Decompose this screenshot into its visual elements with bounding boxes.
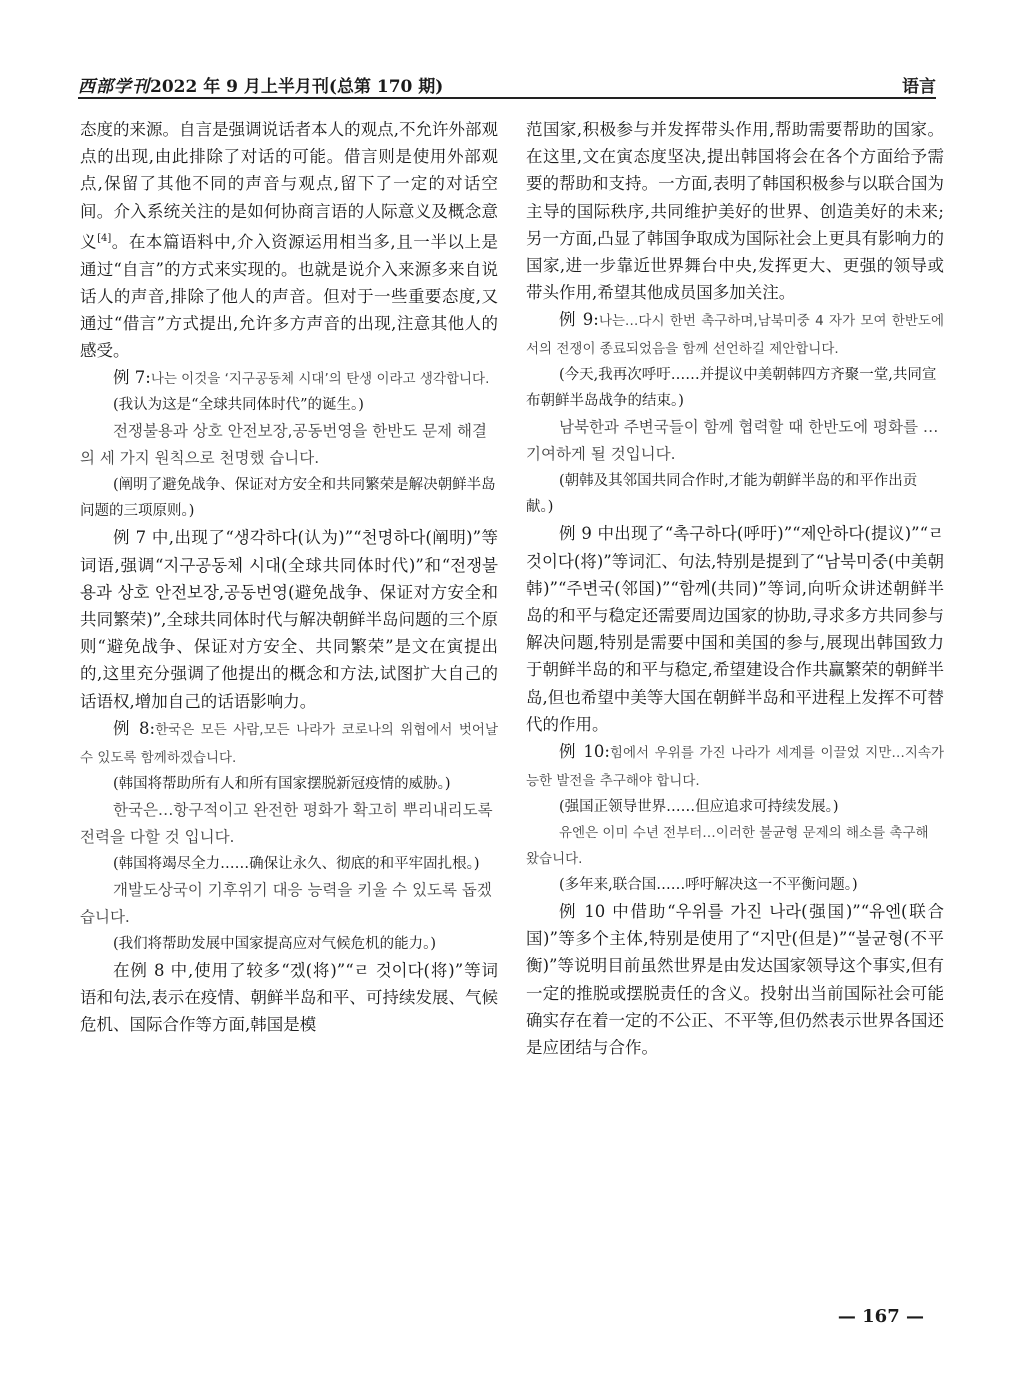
page-number: — 167 —	[837, 1306, 924, 1327]
example-9b-translation: (朝韩及其邻国共同合作时,才能为朝鲜半岛的和平作出贡献。)	[526, 473, 918, 516]
example-8c-translation: (我们将帮助发展中国家提高应对气候危机的能力。)	[113, 935, 437, 952]
example-7-translation: (我认为这是“全球共同体时代”的诞生。)	[113, 397, 364, 414]
journal-logo: 西部学刊	[78, 77, 150, 97]
example-9b: 남북한과 주변국들이 함께 협력할 때 한반도에 평화를 …기여하게 될 것입니다.	[526, 418, 939, 464]
example-7-analysis: 例 7 中,出现了“생각하다(认为)”“천명하다(阐明)”等词语,强调“지구공동체 시대(全球共同体时代)”和“전쟁불용과 상호 안전보장,공동번영(避免战争、保证对方安全和共同繁荣)”,全球共同体时代与解决朝鲜半岛问题的三个原则“避免战争、保证对方安全、共同繁荣”是文在寅提出的,这里充分强调了他提出的概念和方法,试图扩大自己的话语权,增加自己的话语影响力。	[80, 528, 498, 711]
example-7b: 전쟁불용과 상호 안전보장,공동번영을 한반도 문제 해결의 세 가지 원칙으로 천명했 습니다.	[80, 422, 487, 468]
example-9-translation: (今天,我再次呼吁……并提议中美朝韩四方齐聚一堂,共同宣布朝鲜半岛战争的结束。)	[526, 367, 937, 410]
example-9-analysis: 例 9 中出现了“촉구하다(呼吁)”“제안하다(提议)”“ㄹ 것이다(将)”等词汇、句法,特别是提到了“남북미중(中美朝韩)”“주변국(邻国)”“함께(共同)”等词,向听众讲述朝鲜半岛的和平与稳定还需要周边国家的协助,寻求多方共同参与解决问题,特别是需要中国和美国的参与,展现出韩国致力于朝鲜半岛的和平与稳定,希望建设合作共赢繁荣的朝鲜半岛,但也希望中美等大国在朝鲜半岛和平进程上发挥不可替代的作用。	[526, 524, 944, 734]
running-header	[78, 70, 936, 100]
journal-issue: 西部学刊2022 年 9 月上半月刊(总第 170 期)	[78, 77, 444, 97]
example-8-translation: (韩国将帮助所有人和所有国家摆脱新冠疫情的威胁。)	[113, 775, 451, 792]
example-7b-translation: (阐明了避免战争、保证对方安全和共同繁荣是解决朝鲜半岛问题的三项原则。)	[80, 477, 496, 520]
left-column	[80, 116, 498, 1038]
section-label: 语言	[902, 77, 936, 97]
example-10b: 유엔은 이미 수년 전부터…이러한 불균형 문제의 해소를 촉구해 왔습니다.	[526, 825, 929, 868]
header-rule	[78, 97, 936, 99]
right-column	[526, 116, 944, 1061]
citation: [4]	[97, 232, 112, 244]
example-10b-translation: (多年来,联合国……呼吁解决这一不平衡问题。)	[559, 877, 858, 894]
example-10-translation: (强国正领导世界……但应追求可持续发展。)	[559, 799, 839, 816]
example-10: 例 10:힘에서 우위를 가진 나라가 세계를 이끌었 지만…지속가능한 발전을 추구해야 합니다.	[526, 742, 944, 790]
example-8b-translation: (韩国将竭尽全力……确保让永久、彻底的和平牢固扎根。)	[113, 855, 480, 872]
example-8-analysis: 在例 8 中,使用了较多“겠(将)”“ㄹ 것이다(将)”等词语和句法,表示在疫情、朝鲜半岛和平、可持续发展、气候危机、国际合作等方面,韩国是模	[80, 960, 498, 1035]
example-10-analysis: 例 10 中借助“우위를 가진 나라(强国)”“유엔(联合国)”等多个主体,特别是使用了“지만(但是)”“불균형(不平衡)”等说明目前虽然世界是由发达国家领导这个事实,但有一定的推脱或摆脱责任的含义。投射出当前国际社会可能确实存在着一定的不公正、不平等,但仍然表示世界各国还是应团结与合作。	[526, 902, 944, 1058]
example-9: 例 9:나는…다시 한번 촉구하며,남북미중 4 자가 모여 한반도에서의 전쟁이 종료되었음을 함께 선언하길 제안합니다.	[526, 310, 944, 358]
example-8: 例 8:한국은 모든 사람,모든 나라가 코로나의 위협에서 벗어날 수 있도록 함께하겠습니다.	[80, 718, 498, 766]
paragraph: 范国家,积极参与并发挥带头作用,帮助需要帮助的国家。在这里,文在寅态度坚决,提出韩国将会在各个方面给予需要的帮助和支持。一方面,表明了韩国积极参与以联合国为主导的国际秩序,共同维护美好的世界、创造美好的未来;另一方面,凸显了韩国争取成为国际社会上更具有影响力的国家,进一步靠近世界舞台中央,发挥更大、更强的领导或带头作用,希望其他成员国多加关注。	[526, 120, 944, 303]
example-7: 例 7:나는 이것을 ‘지구공동체 시대’의 탄생 이라고 생각합니다.	[113, 368, 490, 388]
example-8b: 한국은…항구적이고 완전한 평화가 확고히 뿌리내리도록 전력을 다할 것 입니다.	[80, 800, 493, 846]
example-8c: 개발도상국이 기후위기 대응 능력을 키울 수 있도록 돕겠습니다.	[80, 880, 492, 926]
paragraph: 态度的来源。自言是强调说话者本人的观点,不允许外部观点的出现,由此排除了对话的可能。借言则是使用外部观点,保留了其他不同的声音与观点,留下了一定的对话空间。介入系统关注的是如何协商言语的人际意义及概念意义[4]。在本篇语料中,介入资源运用相当多,且一半以上是通过“自言”的方式来实现的。也就是说介入来源多来自说话人的声音,排除了他人的声音。但对于一些重要态度,又通过“借言”方式提出,允许多方声音的出现,注意其他人的感受。	[80, 120, 498, 361]
